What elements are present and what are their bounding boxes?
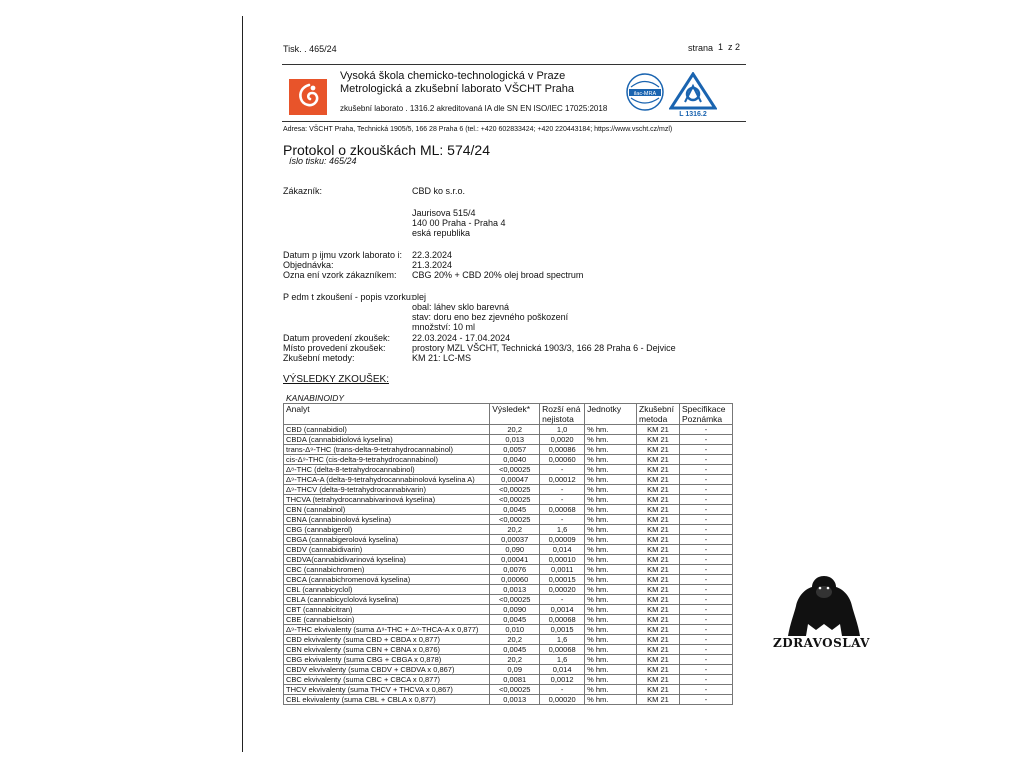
cell-analyte: Δ⁹-THCA-A (delta-9-tetrahydrocannabinolová kyselina A) <box>284 475 490 485</box>
cell-result: <0,00025 <box>490 485 540 495</box>
cell-result: 0,0013 <box>490 695 540 705</box>
table-row <box>284 605 733 615</box>
cell-unit: % hm. <box>585 675 637 685</box>
cell-analyte: CBC (cannabichromen) <box>284 565 490 575</box>
table-row <box>284 645 733 655</box>
cell-uncertainty: 0,0012 <box>540 675 585 685</box>
subject-line: množství: 10 ml <box>412 322 476 332</box>
cell-unit: % hm. <box>585 545 637 555</box>
cell-uncertainty: - <box>540 485 585 495</box>
flask-logo-icon <box>289 79 327 115</box>
cell-analyte: CBLA (cannabicyclolová kyselina) <box>284 595 490 605</box>
table-row <box>284 535 733 545</box>
cell-method: KM 21 <box>637 435 680 445</box>
table-row <box>284 685 733 695</box>
cell-uncertainty: 0,00015 <box>540 575 585 585</box>
cell-unit: % hm. <box>585 605 637 615</box>
cell-note: - <box>679 685 732 695</box>
cell-analyte: CBDVA(cannabidivarinová kyselina) <box>284 555 490 565</box>
cell-uncertainty: - <box>540 465 585 475</box>
cell-unit: % hm. <box>585 645 637 655</box>
table-row <box>284 425 733 435</box>
cell-method: KM 21 <box>637 495 680 505</box>
cell-analyte: cis-Δ⁹-THC (cis-delta-9-tetrahydrocannabinol) <box>284 455 490 465</box>
cell-uncertainty: - <box>540 595 585 605</box>
cell-result: 20,2 <box>490 425 540 435</box>
field-value: 22.03.2024 - 17.04.2024 <box>412 333 511 343</box>
cell-uncertainty: 1,6 <box>540 525 585 535</box>
cell-method: KM 21 <box>637 605 680 615</box>
cell-analyte: CBN ekvivalenty (suma CBN + CBNA x 0,876) <box>284 645 490 655</box>
cell-unit: % hm. <box>585 505 637 515</box>
cell-uncertainty: 0,00068 <box>540 615 585 625</box>
cell-method: KM 21 <box>637 565 680 575</box>
field-value: 21.3.2024 <box>412 260 453 270</box>
cell-result: 0,0057 <box>490 445 540 455</box>
cell-note: - <box>679 655 732 665</box>
cell-unit: % hm. <box>585 445 637 455</box>
cell-uncertainty: 0,00009 <box>540 535 585 545</box>
table-row <box>284 615 733 625</box>
cell-method: KM 21 <box>637 635 680 645</box>
results-table <box>283 403 733 705</box>
cell-method: KM 21 <box>637 455 680 465</box>
cell-analyte: CBDA (cannabidiolová kyselina) <box>284 435 490 445</box>
cell-analyte: CBN (cannabinol) <box>284 505 490 515</box>
page-left-border <box>242 16 243 752</box>
protocol-print-number: íslo tisku: 465/24 <box>289 156 357 166</box>
cell-note: - <box>679 665 732 675</box>
table-row <box>284 565 733 575</box>
page-label: strana <box>688 43 714 53</box>
cell-unit: % hm. <box>585 625 637 635</box>
cell-result: <0,00025 <box>490 495 540 505</box>
cell-uncertainty: 0,0014 <box>540 605 585 615</box>
cell-analyte: CBG (cannabigerol) <box>284 525 490 535</box>
field-value: prostory MZL VŠCHT, Technická 1903/3, 166 28 Praha 6 - Dejvice <box>412 343 676 353</box>
col-header: Analyt <box>284 404 490 425</box>
cell-unit: % hm. <box>585 475 637 485</box>
cell-result: 0,0045 <box>490 505 540 515</box>
subject-line: stav: doru eno bez zjevného poškození <box>412 312 569 322</box>
cell-method: KM 21 <box>637 535 680 545</box>
cell-method: KM 21 <box>637 595 680 605</box>
cell-note: - <box>679 425 732 435</box>
lab-name-line2: Metrologická a zkušební laborato VŠCHT Praha <box>340 83 574 95</box>
table-row <box>284 595 733 605</box>
cell-method: KM 21 <box>637 465 680 475</box>
protocol-title: Protokol o zkouškách ML: 574/24 <box>283 142 491 158</box>
cell-uncertainty: 0,00086 <box>540 445 585 455</box>
cell-result: 0,00041 <box>490 555 540 565</box>
cell-unit: % hm. <box>585 615 637 625</box>
cell-unit: % hm. <box>585 515 637 525</box>
cell-method: KM 21 <box>637 665 680 675</box>
cell-uncertainty: - <box>540 515 585 525</box>
cell-unit: % hm. <box>585 525 637 535</box>
cell-analyte: Δ⁹-THC ekvivalenty (suma Δ⁹-THC + Δ⁹-THCA-A x 0,877) <box>284 625 490 635</box>
field-value: KM 21: LC-MS <box>412 353 472 363</box>
cell-unit: % hm. <box>585 665 637 675</box>
cell-method: KM 21 <box>637 475 680 485</box>
header-rule-top <box>282 64 746 65</box>
cell-result: <0,00025 <box>490 595 540 605</box>
table-row <box>284 445 733 455</box>
cell-unit: % hm. <box>585 635 637 645</box>
page-total: z 2 <box>728 42 741 52</box>
col-header: Jednotky <box>585 404 637 425</box>
cell-result: 0,090 <box>490 545 540 555</box>
cell-analyte: CBCA (cannabichromenová kyselina) <box>284 575 490 585</box>
gorilla-icon <box>786 574 862 640</box>
cell-method: KM 21 <box>637 685 680 695</box>
cell-result: <0,00025 <box>490 685 540 695</box>
cell-method: KM 21 <box>637 515 680 525</box>
field-value: 22.3.2024 <box>412 250 453 260</box>
cell-unit: % hm. <box>585 465 637 475</box>
cell-analyte: CBG ekvivalenty (suma CBG + CBGA x 0,878) <box>284 655 490 665</box>
cell-uncertainty: - <box>540 495 585 505</box>
table-row <box>284 635 733 645</box>
cell-result: <0,00025 <box>490 465 540 475</box>
cell-method: KM 21 <box>637 545 680 555</box>
customer-city: 140 00 Praha - Praha 4 <box>412 218 506 228</box>
cell-uncertainty: 0,00012 <box>540 475 585 485</box>
cell-note: - <box>679 535 732 545</box>
table-header-row <box>284 404 733 425</box>
cell-result: 0,0045 <box>490 645 540 655</box>
cia-triangle-icon <box>669 72 717 118</box>
customer-country: eská republika <box>412 228 471 238</box>
table-row <box>284 545 733 555</box>
cell-note: - <box>679 525 732 535</box>
cell-method: KM 21 <box>637 585 680 595</box>
cell-uncertainty: 1,6 <box>540 655 585 665</box>
cell-analyte: CBD (cannabidiol) <box>284 425 490 435</box>
cell-note: - <box>679 515 732 525</box>
vscht-logo <box>289 79 327 115</box>
table-row <box>284 665 733 675</box>
cell-analyte: CBL ekvivalenty (suma CBL + CBLA x 0,877) <box>284 695 490 705</box>
cell-note: - <box>679 505 732 515</box>
table-row <box>284 455 733 465</box>
cell-method: KM 21 <box>637 625 680 635</box>
table-row <box>284 485 733 495</box>
cell-uncertainty: 1,6 <box>540 635 585 645</box>
cell-uncertainty: 1,0 <box>540 425 585 435</box>
cell-analyte: THCV ekvivalenty (suma THCV + THCVA x 0,867) <box>284 685 490 695</box>
cell-method: KM 21 <box>637 575 680 585</box>
cell-result: 0,00037 <box>490 535 540 545</box>
cell-unit: % hm. <box>585 685 637 695</box>
cell-method: KM 21 <box>637 655 680 665</box>
cell-uncertainty: 0,00010 <box>540 555 585 565</box>
print-number: Tisk. . 465/24 <box>283 44 337 54</box>
cell-note: - <box>679 635 732 645</box>
cell-note: - <box>679 625 732 635</box>
accreditation-stamp <box>669 72 717 118</box>
table-row <box>284 495 733 505</box>
table-row <box>284 515 733 525</box>
cell-uncertainty: 0,014 <box>540 665 585 675</box>
cell-result: <0,00025 <box>490 515 540 525</box>
table-row <box>284 575 733 585</box>
cell-analyte: CBNA (cannabinolová kyselina) <box>284 515 490 525</box>
cell-note: - <box>679 615 732 625</box>
cell-note: - <box>679 565 732 575</box>
customer-name: CBD ko s.r.o. <box>412 186 466 196</box>
cell-uncertainty: 0,0015 <box>540 625 585 635</box>
ilac-text: ilac-MRA <box>633 91 657 97</box>
cell-note: - <box>679 695 732 705</box>
cell-result: 0,0040 <box>490 455 540 465</box>
cell-note: - <box>679 575 732 585</box>
subject-line: olej <box>412 292 427 302</box>
cell-analyte: CBC ekvivalenty (suma CBC + CBCA x 0,877) <box>284 675 490 685</box>
cell-result: 0,013 <box>490 435 540 445</box>
cell-unit: % hm. <box>585 565 637 575</box>
cell-analyte: THCVA (tetrahydrocannabivarinová kyselina) <box>284 495 490 505</box>
cell-unit: % hm. <box>585 495 637 505</box>
cell-note: - <box>679 495 732 505</box>
cell-result: 0,010 <box>490 625 540 635</box>
cell-unit: % hm. <box>585 555 637 565</box>
table-row <box>284 505 733 515</box>
cell-result: 0,00060 <box>490 575 540 585</box>
cell-uncertainty: 0,00020 <box>540 695 585 705</box>
cell-result: 20,2 <box>490 635 540 645</box>
table-row <box>284 655 733 665</box>
cell-unit: % hm. <box>585 575 637 585</box>
cell-method: KM 21 <box>637 555 680 565</box>
cell-method: KM 21 <box>637 425 680 435</box>
cell-analyte: CBDV (cannabidivarin) <box>284 545 490 555</box>
cell-method: KM 21 <box>637 615 680 625</box>
table-row <box>284 435 733 445</box>
cell-note: - <box>679 555 732 565</box>
cell-unit: % hm. <box>585 595 637 605</box>
cell-unit: % hm. <box>585 655 637 665</box>
cell-uncertainty: 0,014 <box>540 545 585 555</box>
cell-result: 0,0090 <box>490 605 540 615</box>
cell-unit: % hm. <box>585 435 637 445</box>
header-rule-bottom <box>282 121 746 122</box>
cell-result: 0,0081 <box>490 675 540 685</box>
table-row <box>284 585 733 595</box>
cell-analyte: CBGA (cannabigerolová kyselina) <box>284 535 490 545</box>
table-row <box>284 675 733 685</box>
field-label: Zkušební metody: <box>283 353 355 363</box>
cell-analyte: CBL (cannabicyclol) <box>284 585 490 595</box>
cell-result: 0,00047 <box>490 475 540 485</box>
cell-analyte: Δ⁸-THC (delta-8-tetrahydrocannabinol) <box>284 465 490 475</box>
table-row <box>284 525 733 535</box>
page-number: 1 <box>718 42 724 52</box>
cell-method: KM 21 <box>637 445 680 455</box>
lab-accreditation: zkušební laborato . 1316.2 akreditovaná IA dle SN EN ISO/IEC 17025:2018 <box>340 104 608 113</box>
cell-uncertainty: - <box>540 685 585 695</box>
customer-label: Zákazník: <box>283 186 323 196</box>
cell-result: 20,2 <box>490 525 540 535</box>
col-header: Výsledek* <box>490 404 540 425</box>
field-label: Ozna ení vzork zákazníkem: <box>283 270 397 280</box>
cell-method: KM 21 <box>637 525 680 535</box>
table-row <box>284 475 733 485</box>
table-row <box>284 625 733 635</box>
cell-unit: % hm. <box>585 455 637 465</box>
subject-line: obal: láhev sklo barevná <box>412 302 510 312</box>
cell-note: - <box>679 445 732 455</box>
cell-analyte: trans-Δ⁹-THC (trans-delta-9-tetrahydrocannabinol) <box>284 445 490 455</box>
cell-uncertainty: 0,00020 <box>540 585 585 595</box>
ilac-mra-icon <box>625 72 665 112</box>
results-section: KANABINOIDY <box>286 393 345 403</box>
table-row <box>284 555 733 565</box>
cell-note: - <box>679 485 732 495</box>
cell-unit: % hm. <box>585 425 637 435</box>
cell-unit: % hm. <box>585 695 637 705</box>
cell-method: KM 21 <box>637 675 680 685</box>
table-row <box>284 465 733 475</box>
cell-note: - <box>679 595 732 605</box>
cell-unit: % hm. <box>585 485 637 495</box>
field-label: Datum p ijmu vzork laborato i: <box>283 250 403 260</box>
col-header: Zkušební metoda <box>637 404 680 425</box>
cell-uncertainty: 0,0011 <box>540 565 585 575</box>
cell-result: 20,2 <box>490 655 540 665</box>
cell-note: - <box>679 545 732 555</box>
cell-note: - <box>679 645 732 655</box>
ilac-mra-logo <box>625 72 665 112</box>
cell-uncertainty: 0,0020 <box>540 435 585 445</box>
gorilla-logo <box>786 574 862 640</box>
cell-analyte: Δ⁹-THCV (delta-9-tetrahydrocannabivarin) <box>284 485 490 495</box>
stamp-text: L 1316.2 <box>679 111 707 118</box>
customer-street: Jaurisova 515/4 <box>412 208 476 218</box>
col-header: Rozší ená nejistota <box>540 404 585 425</box>
col-header: Specifikace Poznámka <box>679 404 732 425</box>
cell-uncertainty: 0,00060 <box>540 455 585 465</box>
cell-analyte: CBDV ekvivalenty (suma CBDV + CBDVA x 0,867) <box>284 665 490 675</box>
cell-result: 0,0076 <box>490 565 540 575</box>
subject-label: P edm t zkoušení - popis vzorku: <box>283 292 414 302</box>
cell-analyte: CBE (cannabielsoin) <box>284 615 490 625</box>
lab-address: Adresa: VŠCHT Praha, Technická 1905/5, 166 28 Praha 6 (tel.: +420 602833424; +420 220443184; https://www.vscht.cz/mzl) <box>283 126 673 133</box>
cell-uncertainty: 0,00068 <box>540 645 585 655</box>
cell-method: KM 21 <box>637 695 680 705</box>
cell-result: 0,0045 <box>490 615 540 625</box>
results-heading: VÝSLEDKY ZKOUŠEK: <box>283 374 389 385</box>
cell-uncertainty: 0,00068 <box>540 505 585 515</box>
cell-result: 0,0013 <box>490 585 540 595</box>
cell-note: - <box>679 435 732 445</box>
cell-note: - <box>679 675 732 685</box>
cell-note: - <box>679 605 732 615</box>
field-label: Datum provedení zkoušek: <box>283 333 391 343</box>
cell-method: KM 21 <box>637 485 680 495</box>
cell-note: - <box>679 475 732 485</box>
field-value: CBG 20% + CBD 20% olej broad spectrum <box>412 270 584 280</box>
cell-analyte: CBD ekvivalenty (suma CBD + CBDA x 0,877) <box>284 635 490 645</box>
cell-method: KM 21 <box>637 645 680 655</box>
brand-name: ZDRAVOSLAV <box>773 636 870 650</box>
table-row <box>284 695 733 705</box>
field-label: Místo provedení zkoušek: <box>283 343 386 353</box>
cell-analyte: CBT (cannabicitran) <box>284 605 490 615</box>
cell-note: - <box>679 465 732 475</box>
cell-method: KM 21 <box>637 505 680 515</box>
field-label: Objednávka: <box>283 260 334 270</box>
cell-unit: % hm. <box>585 535 637 545</box>
cell-unit: % hm. <box>585 585 637 595</box>
cell-note: - <box>679 455 732 465</box>
cell-note: - <box>679 585 732 595</box>
cell-result: 0,09 <box>490 665 540 675</box>
lab-name-line1: Vysoká škola chemicko-technologická v Praze <box>340 70 566 82</box>
